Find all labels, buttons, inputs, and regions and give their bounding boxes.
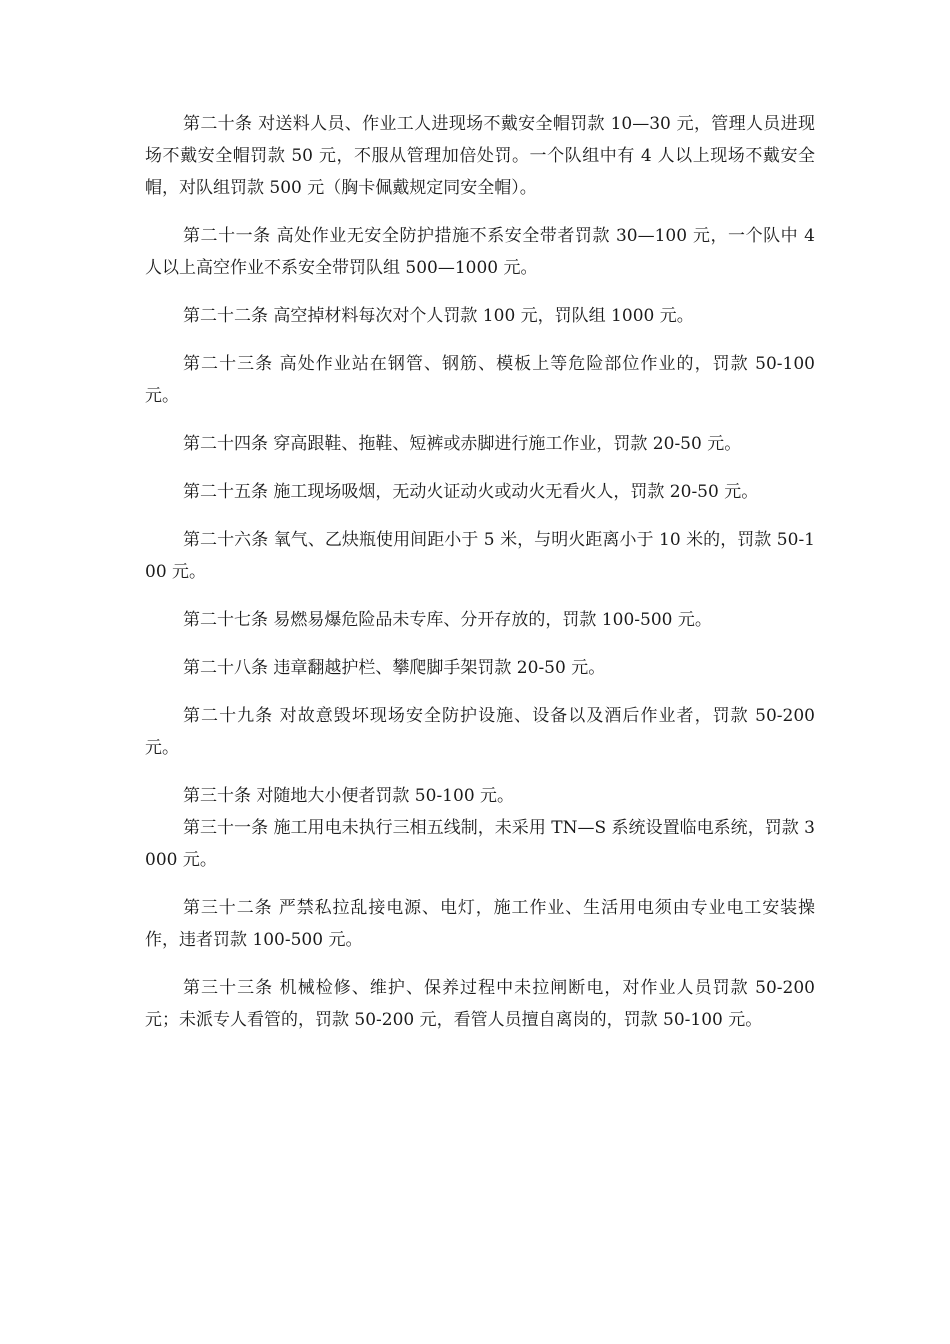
document-body — [145, 108, 815, 1052]
article-32: 第三十二条 严禁私拉乱接电源、电灯，施工作业、生活用电须由专业电工安装操作，违者罚款 100-500 元。 — [145, 898, 815, 950]
article-29: 第二十九条 对故意毁坏现场安全防护设施、设备以及酒后作业者，罚款 50-200 元。 — [145, 706, 815, 758]
article-30: 第三十条 对随地大小便者罚款 50-100 元。 — [183, 786, 515, 806]
article-26: 第二十六条 氧气、乙炔瓶使用间距小于 5 米，与明火距离小于 10 米的，罚款 50-100 元。 — [145, 530, 815, 582]
article-23: 第二十三条 高处作业站在钢管、钢筋、模板上等危险部位作业的，罚款 50-100 元。 — [145, 354, 815, 406]
article-25: 第二十五条 施工现场吸烟，无动火证动火或动火无看火人，罚款 20-50 元。 — [183, 482, 759, 502]
article-21: 第二十一条 高处作业无安全防护措施不系安全带者罚款 30—100 元，一个队中 4 人以上高空作业不系安全带罚队组 500—1000 元。 — [145, 226, 815, 278]
article-31: 第三十一条 施工用电未执行三相五线制，未采用 TN—S 系统设置临电系统，罚款 3000 元。 — [145, 818, 815, 870]
article-20: 第二十条 对送料人员、作业工人进现场不戴安全帽罚款 10—30 元，管理人员进现场不戴安全帽罚款 50 元，不服从管理加倍处罚。一个队组中有 4 人以上现场不戴安全帽，对队组罚款 500 元（胸卡佩戴规定同安全帽）。 — [145, 114, 815, 198]
article-22: 第二十二条 高空掉材料每次对个人罚款 100 元，罚队组 1000 元。 — [183, 306, 694, 326]
article-27: 第二十七条 易燃易爆危险品未专库、分开存放的，罚款 100-500 元。 — [183, 610, 712, 630]
article-28: 第二十八条 违章翻越护栏、攀爬脚手架罚款 20-50 元。 — [183, 658, 606, 678]
article-33: 第三十三条 机械检修、维护、保养过程中未拉闸断电，对作业人员罚款 50-200 元；未派专人看管的，罚款 50-200 元，看管人员擅自离岗的，罚款 50-100 元。 — [145, 978, 815, 1030]
article-24: 第二十四条 穿高跟鞋、拖鞋、短裤或赤脚进行施工作业，罚款 20-50 元。 — [183, 434, 742, 454]
